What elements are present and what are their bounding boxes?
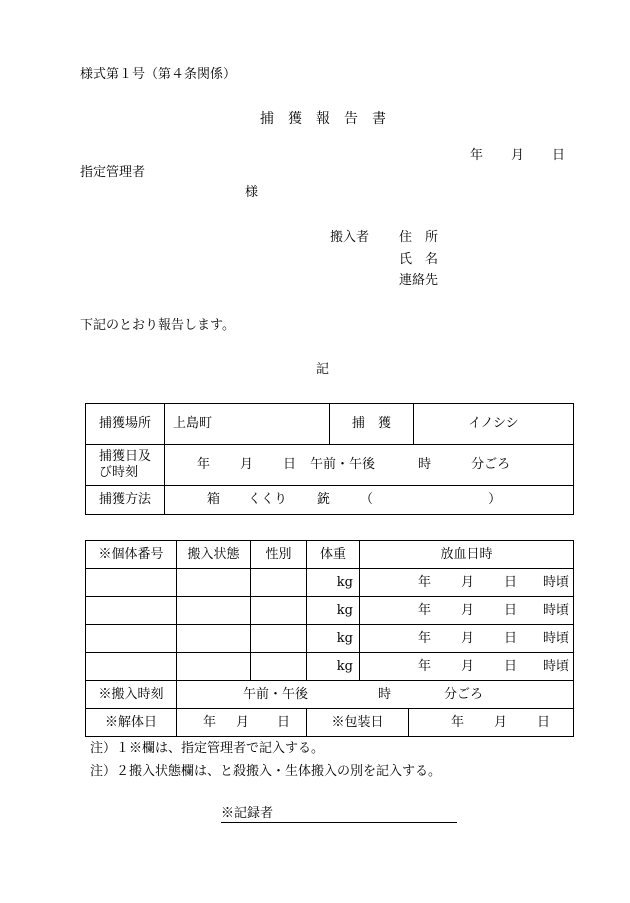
note-1: 注）１※欄は、指定管理者で記入する。 <box>90 741 325 756</box>
weight-cell[interactable]: kg <box>307 625 360 653</box>
note-2: 注）２搬入状態欄は、と殺搬入・生体搬入の別を記入する。 <box>90 764 442 779</box>
header-individual-id: ※個体番号 <box>86 541 177 569</box>
header-weight: 体重 <box>307 541 360 569</box>
recorder-signature-field[interactable] <box>221 806 457 823</box>
capture-hour: 時 <box>418 457 432 472</box>
state-cell[interactable] <box>177 625 251 653</box>
carrier-name-label: 氏 名 <box>399 252 439 267</box>
carrier-address-label: 住 所 <box>399 230 439 245</box>
dismantle-date-field[interactable]: 年 月 日 <box>177 709 307 737</box>
sex-cell[interactable] <box>251 625 307 653</box>
individual-id-cell[interactable] <box>86 569 177 597</box>
package-date-field[interactable]: 年 月 日 <box>409 709 574 737</box>
header-sex: 性別 <box>251 541 307 569</box>
date-day: 日 <box>552 148 566 163</box>
addressee: 指定管理者 <box>80 165 146 180</box>
state-cell[interactable] <box>177 597 251 625</box>
header-bleeding-datetime: 放血日時 <box>360 541 574 569</box>
intro-text: 下記のとおり報告します。 <box>80 318 235 333</box>
arrival-time-field[interactable] <box>177 681 574 709</box>
bleed-datetime-cell[interactable]: 年 月 日 時頃 <box>360 597 574 625</box>
individual-id-cell[interactable] <box>86 597 177 625</box>
sex-cell[interactable] <box>251 569 307 597</box>
recorder-label: ※記録者 <box>221 806 274 821</box>
method-snare: くくり <box>248 492 288 507</box>
sex-cell[interactable] <box>251 597 307 625</box>
state-cell[interactable] <box>177 569 251 597</box>
sex-cell[interactable] <box>251 653 307 681</box>
capture-day: 日 <box>283 457 297 472</box>
method-gun: 銃 <box>317 492 331 507</box>
weight-cell[interactable]: kg <box>307 597 360 625</box>
method-paren-close: ） <box>488 492 502 507</box>
capture-place-label: 捕獲場所 <box>86 404 165 445</box>
table-row <box>86 653 574 681</box>
honorific: 様 <box>245 185 259 200</box>
capture-datetime-field[interactable] <box>165 445 574 486</box>
state-cell[interactable] <box>177 653 251 681</box>
table-row <box>86 625 574 653</box>
method-box: 箱 <box>207 492 221 507</box>
package-date-label: ※包装日 <box>307 709 409 737</box>
header-state: 搬入状態 <box>177 541 251 569</box>
capture-method-field[interactable] <box>165 486 574 515</box>
arrival-minute: 分ごろ <box>444 686 484 702</box>
dismantle-date-label: ※解体日 <box>86 709 177 737</box>
capture-month: 月 <box>240 457 254 472</box>
individual-id-cell[interactable] <box>86 653 177 681</box>
report-date <box>470 148 565 164</box>
captured-animal-value: イノシシ <box>414 404 574 445</box>
arrival-hour: 時 <box>378 686 392 702</box>
bleed-datetime-cell[interactable]: 年 月 日 時頃 <box>360 653 574 681</box>
weight-cell[interactable]: kg <box>307 653 360 681</box>
table-row <box>86 569 574 597</box>
bleed-datetime-cell[interactable]: 年 月 日 時頃 <box>360 625 574 653</box>
weight-cell[interactable]: kg <box>307 569 360 597</box>
bleed-datetime-cell[interactable]: 年 月 日 時頃 <box>360 569 574 597</box>
arrival-am-pm: 午前・午後 <box>243 686 309 702</box>
date-year: 年 <box>470 148 484 163</box>
capture-am-pm: 午前・午後 <box>310 457 376 472</box>
capture-label: 捕 獲 <box>330 404 414 445</box>
method-paren-open: （ <box>360 492 374 507</box>
carrier-label: 搬入者 <box>330 230 370 245</box>
form-number: 様式第１号（第４条関係） <box>80 67 237 82</box>
capture-method-label: 捕獲方法 <box>86 486 165 515</box>
ki-heading: 記 <box>316 362 330 377</box>
capture-place-value: 上島町 <box>165 404 330 445</box>
capture-minute: 分ごろ <box>471 457 511 472</box>
capture-datetime-label: 捕獲日及 び時刻 <box>86 445 165 486</box>
capture-year: 年 <box>197 457 211 472</box>
table-row <box>86 597 574 625</box>
document-title: 捕 獲 報 告 書 <box>260 111 386 127</box>
capture-info-table <box>85 403 574 515</box>
individual-table <box>85 540 574 737</box>
individual-id-cell[interactable] <box>86 625 177 653</box>
arrival-time-label: ※搬入時刻 <box>86 681 177 709</box>
carrier-contact-label: 連絡先 <box>399 273 439 288</box>
date-month: 月 <box>511 148 525 163</box>
